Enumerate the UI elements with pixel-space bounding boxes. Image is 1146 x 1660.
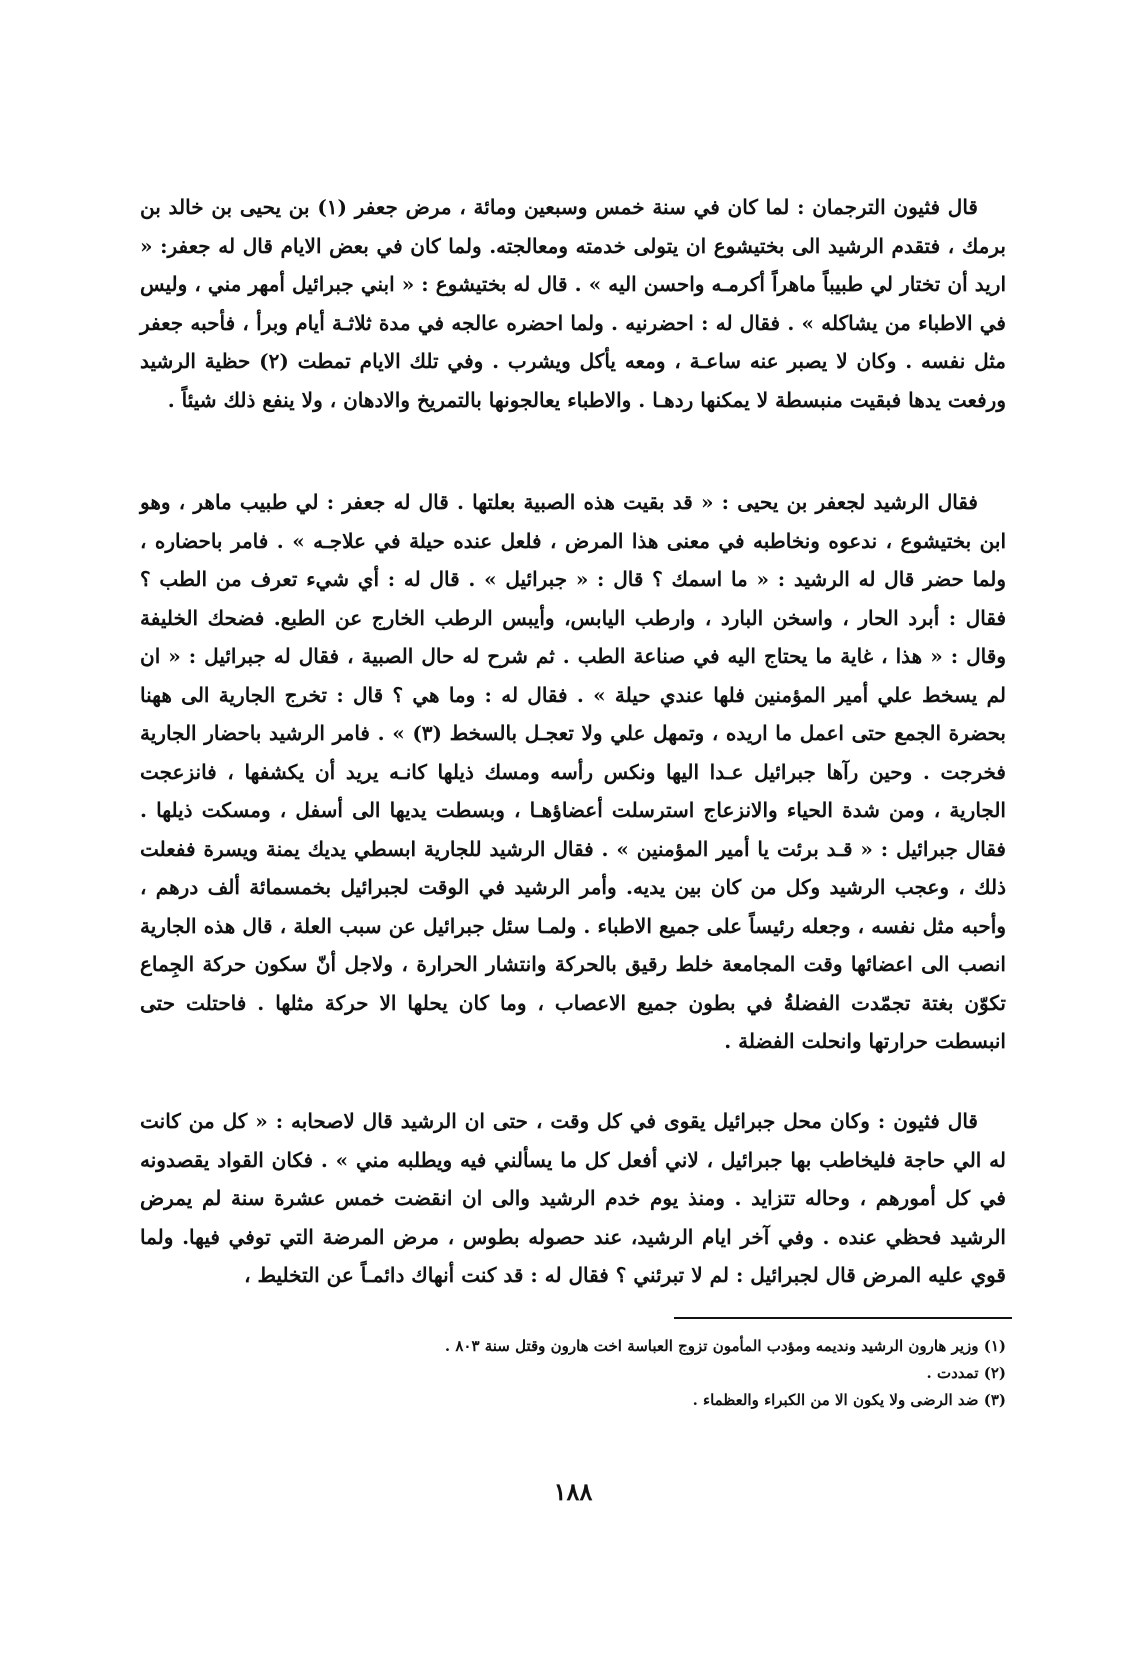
footnote: (١) وزير هارون الرشيد ونديمه ومؤدب المأمون تزوج العباسة اخت هارون وقتل سنة ٨٠٣ . — [444, 1337, 1006, 1355]
footnote: (٣) ضد الرضى ولا يكون الا من الكبراء والعظماء . — [692, 1391, 1006, 1409]
body-text-section-1 — [140, 188, 1006, 419]
body-text-section-2 — [140, 483, 1006, 1061]
body-text-section-3 — [140, 1102, 1006, 1295]
page-number: ١٨٨ — [553, 1477, 593, 1506]
footnotes — [140, 1333, 1006, 1414]
paragraph: فقال الرشيد لجعفر بن يحيى : « قد بقيت هذه الصبية بعلتها . قال له جعفر : لي طبيب ماهر ، وهو ابن بختيشوع ، ندعوه ونخاطبه في معنى هذا المرض ، فلعل عنده حيلة في علاجـه » . فامر باحضاره ، ولما حضر قال له الرشيد : « ما اسمك ؟ قال : « جبرائيل » . قال له : أي شيء تعرف من الطب ؟ فقال : أبرد الحار ، واسخن البارد ، وارطب اليابس، وأيبس الرطب الخارج عن الطبع. فضحك الخليفة وقال : « هذا ، غاية ما يحتاج اليه في صناعة الطب . ثم شرح له حال الصبية ، فقال له جبرائيل : « ان لم يسخط علي أمير المؤمنين فلها عندي حيلة » . فقال له : وما هي ؟ قال : تخرج الجارية الى ههنا بحضرة الجمع حتى اعمل ما اريده ، وتمهل علي ولا تعجـل بالسخط (٣) » . فامر الرشيد باحضار الجارية فخرجت . وحين رآها جبرائيل عـدا اليها ونكس رأسه ومسك ذيلها كانـه يريد أن يكشفها ، فانزعجت الجارية ، ومن شدة الحياء والانزعاج استرسلت أعضاؤهـا ، وبسطت يديها الى أسفل ، ومسكت ذيلها . فقال جبرائيل : « قـد برئت يا أمير المؤمنين » . فقال الرشيد للجارية ابسطي يديك يمنة ويسرة ففعلت ذلك ، وعجب الرشيد وكل من كان بين يديه. وأمر الرشيد في الوقت لجبرائيل بخمسمائة ألف درهم ، وأحبه مثل نفسه ، وجعله رئيساً على جميع الاطباء . ولمـا سئل جبرائيل عن سبب العلة ، قال هذه الجارية انصب الى اعضائها وقت المجامعة خلط رقيق بالحركة وانتشار الحرارة ، ولاجل أنّ سكون حركة الجِماع تكوّن بغتة تجمّدت الفضلةُ في بطون جميع الاعصاب ، وما كان يحلها الا حركة مثلها . فاحتلت حتى انبسطت حرارتها وانحلت الفضلة . — [140, 490, 1007, 1053]
paragraph: قال فثيون الترجمان : لما كان في سنة خمس وسبعين ومائة ، مرض جعفر (١) بن يحيى بن خالد بن برمك ، فتقدم الرشيد الى بختيشوع ان يتولى خدمته ومعالجته. ولما كان في بعض الايام قال له جعفر: « اريد أن تختار لي طبيباً ماهراً أكرمـه واحسن اليه » . قال له بختيشوع : « ابني جبرائيل أمهر مني ، وليس في الاطباء من يشاكله » . فقال له : احضرنيه . ولما احضره عالجه في مدة ثلاثـة أيام وبرأ ، فأحبه جعفر مثل نفسه . وكان لا يصبر عنه ساعـة ، ومعه يأكل ويشرب . وفي تلك الايام تمطت (٢) حظية الرشيد ورفعت يدها فبقيت منبسطة لا يمكنها ردهـا . والاطباء يعالجونها بالتمريخ والادهان ، ولا ينفع ذلك شيئاً . — [140, 195, 1006, 412]
footnote-divider — [674, 1317, 1012, 1319]
paragraph: قال فثيون : وكان محل جبرائيل يقوى في كل وقت ، حتى ان الرشيد قال لاصحابه : « كل من كانت له الي حاجة فليخاطب بها جبرائيل ، لاني أفعل كل ما يسألني فيه ويطلبه مني » . فكان القواد يقصدونه في كل أمورهم ، وحاله تتزايد . ومنذ يوم خدم الرشيد والى ان انقضت خمس عشرة سنة لم يمرض الرشيد فحظي عنده . وفي آخر ايام الرشيد، عند حصوله بطوس ، مرض المرضة التي توفي فيها. ولما قوي عليه المرض قال لجبرائيل : لم لا تبرئني ؟ فقال له : قد كنت أنهاك دائمـاً عن التخليط ، — [140, 1109, 1006, 1287]
footnote: (٢) تمددت . — [926, 1364, 1006, 1382]
